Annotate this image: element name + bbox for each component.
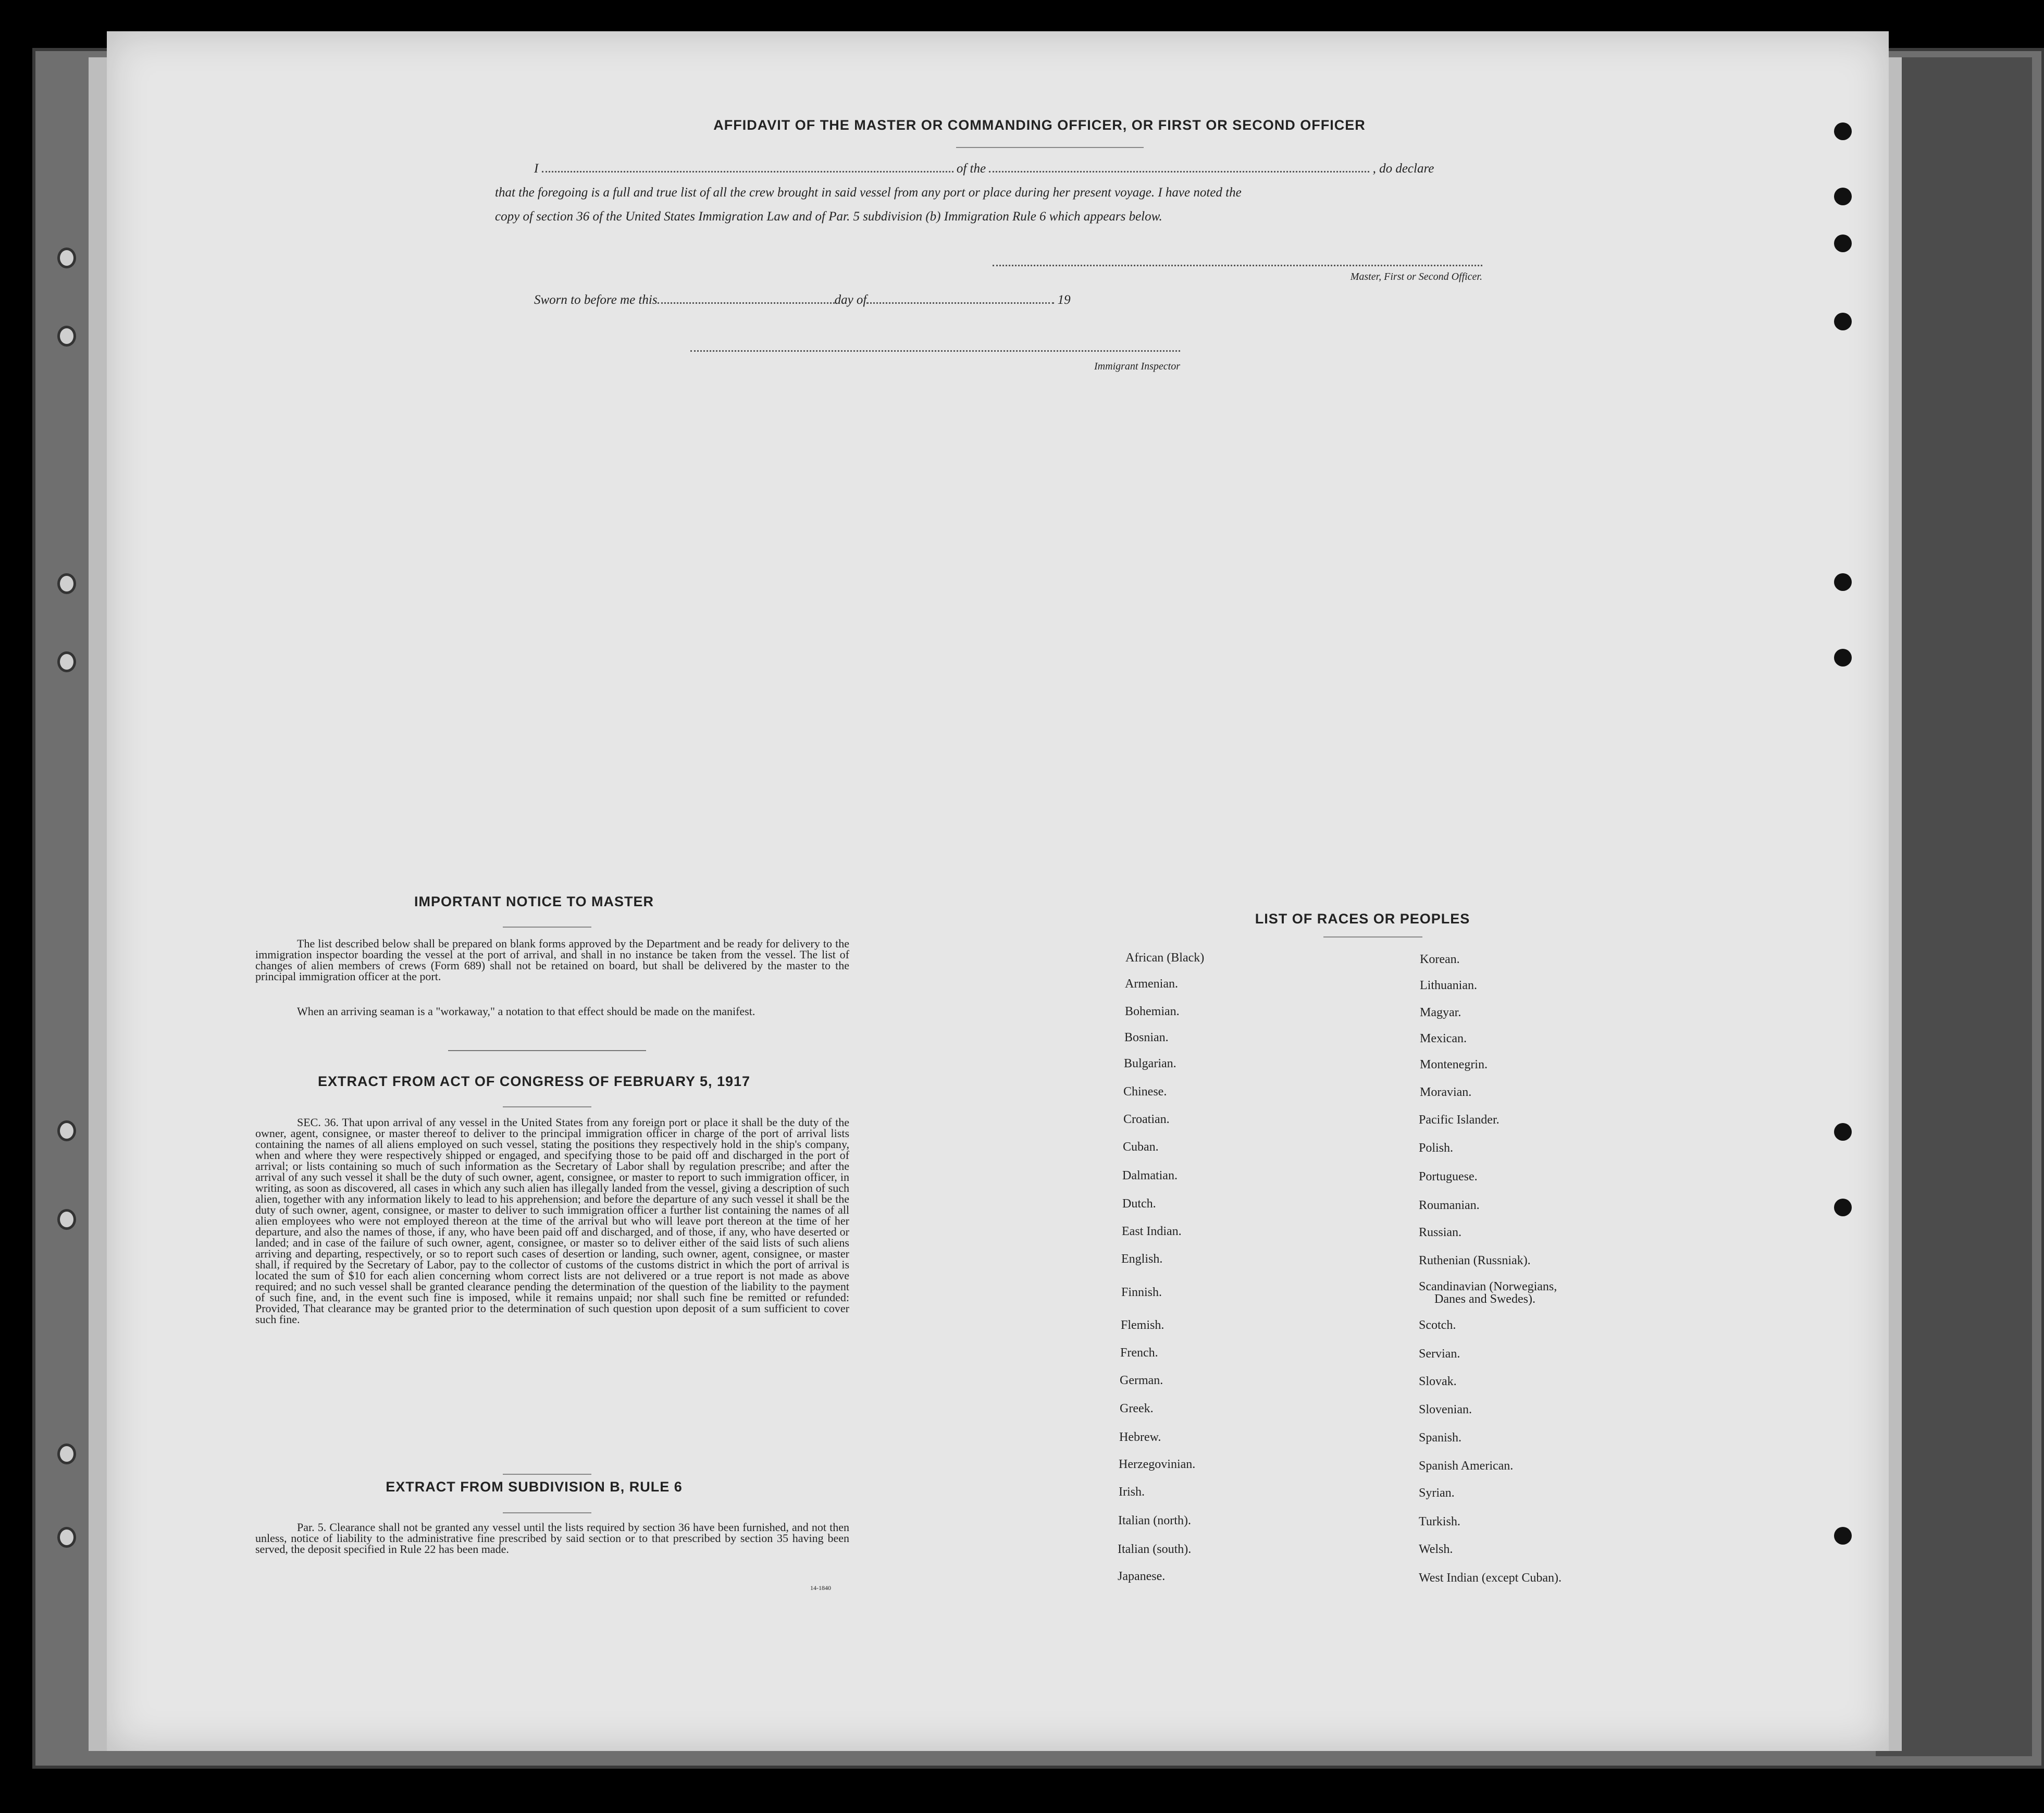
affidavit-line-1-part-b: of the xyxy=(956,162,986,176)
punch-hole xyxy=(57,573,76,594)
race-item: Italian (north). xyxy=(1118,1514,1191,1527)
month-blank xyxy=(866,302,1054,304)
race-item: Herzegovinian. xyxy=(1119,1458,1196,1471)
sworn-line xyxy=(534,293,1263,307)
race-item: English. xyxy=(1121,1252,1163,1266)
race-item: Cuban. xyxy=(1123,1140,1159,1154)
race-item: Syrian. xyxy=(1419,1486,1455,1500)
punch-hole xyxy=(57,326,76,347)
race-item: Polish. xyxy=(1419,1141,1454,1155)
punch-hole xyxy=(57,1527,76,1548)
race-item: Danes and Swedes). xyxy=(1434,1292,1535,1306)
affidavit-line-1 xyxy=(534,162,1592,176)
punch-hole xyxy=(1834,1123,1852,1141)
race-item: Portuguese. xyxy=(1419,1170,1478,1183)
race-item: Spanish. xyxy=(1419,1431,1462,1445)
race-item: Mexican. xyxy=(1420,1032,1467,1045)
race-item: African (Black) xyxy=(1125,951,1205,965)
punch-hole xyxy=(1834,649,1852,667)
race-item: Dutch. xyxy=(1122,1197,1156,1211)
signature-line xyxy=(993,265,1482,266)
race-item: Finnish. xyxy=(1121,1286,1162,1299)
race-item: Spanish American. xyxy=(1419,1459,1514,1473)
divider xyxy=(503,1474,591,1475)
extract-act-title: EXTRACT FROM ACT OF CONGRESS OF FEBRUARY 5, 1917 xyxy=(317,1074,751,1089)
divider xyxy=(956,147,1144,148)
race-item: Russian. xyxy=(1419,1226,1462,1239)
name-blank xyxy=(542,171,953,172)
signature-label: Master, First or Second Officer. xyxy=(1350,271,1482,282)
day-blank xyxy=(658,302,835,304)
race-item: Bulgarian. xyxy=(1124,1057,1176,1070)
race-item: East Indian. xyxy=(1122,1225,1182,1238)
race-item: Hebrew. xyxy=(1119,1430,1161,1444)
race-item: Korean. xyxy=(1420,953,1460,966)
punch-hole xyxy=(1834,122,1852,140)
race-item: Chinese. xyxy=(1123,1085,1167,1099)
extract-act-text: SEC. 36. That upon arrival of any vessel in the United States from any foreign port or place it shall be the duty of the owner, agent, consignee, or master thereof to deliver to the principal immigration officer in charge of the port of arrival lists containing the names of all aliens employed on such vessel, stating the positions they respectively hold in the ship's company, when and where they were respectively shipped or engaged, and specifying those to be paid off and discharged in the port of arrival; or lists containing so much of such information as the Secretary of Labor shall by regulation prescribe; and after the arrival of any such vessel it shall be the duty of such owner, agent, consignee, or master to report to such immigration officer, in writing, as soon as discovered, all cases in which any such alien has illegally landed from the vessel, giving a description of such alien, together with any information likely to lead to his apprehension; and before the departure of any such vessel it shall be the duty of such owner, agent, consignee, or master to deliver to such immigration officer a further list containing the names of all alien employees who were not employed thereon at the time of the arrival but who will leave port thereon at the time of her departure, and also the names of those, if any, who have been paid off and discharged, and of those, if any, who have deserted or landed; and in case of the failure of such owner, agent, consignee, or master so to deliver either of the said lists of such aliens arriving and departing, respectively, or so to report such cases of desertion or landing, such owner, agent, consignee, or master shall, if required by the Secretary of Labor, pay to the collector of customs of the customs district in which the port of arrival is located the sum of $10 for each alien concerning whom correct lists are not delivered or a true report is not made as above required; and no such vessel shall be granted clearance pending the determination of the question of the liability to the payment of such fine, and, in the event such fine is imposed, while it remains unpaid; nor shall such fine be remitted or refunded: Provided, That clearance may be granted prior to the determination of such question upon deposit of a sum sufficient to cover such fine. xyxy=(255,1116,849,1326)
punch-hole xyxy=(1834,235,1852,252)
race-item: Greek. xyxy=(1120,1402,1154,1415)
race-item: Roumanian. xyxy=(1419,1199,1480,1212)
race-item: Pacific Islander. xyxy=(1419,1113,1500,1127)
affidavit-line-1-part-c: , do declare xyxy=(1372,162,1434,176)
punch-hole xyxy=(57,1444,76,1464)
race-item: Armenian. xyxy=(1125,977,1178,991)
race-item: Italian (south). xyxy=(1118,1543,1192,1556)
affidavit-line-2: that the foregoing is a full and true list of all the crew brought in said vessel from any port or place during her present voyage. I have noted the xyxy=(495,186,1242,200)
race-item: Flemish. xyxy=(1121,1318,1165,1332)
race-item: Servian. xyxy=(1419,1347,1460,1361)
race-item: Slovak. xyxy=(1419,1375,1457,1388)
race-item: Croatian. xyxy=(1123,1113,1170,1126)
punch-hole xyxy=(1834,573,1852,591)
inspector-signature-line xyxy=(690,350,1180,352)
divider xyxy=(503,1512,591,1513)
race-item: French. xyxy=(1120,1346,1158,1360)
sworn-part-a: Sworn to before me this xyxy=(534,293,658,307)
race-item: Scandinavian (Norwegians, xyxy=(1419,1280,1557,1293)
affidavit-line-1-part-a: I xyxy=(534,162,539,176)
punch-hole xyxy=(1834,1199,1852,1216)
divider xyxy=(1323,936,1422,938)
race-item: Dalmatian. xyxy=(1122,1169,1178,1182)
race-item: West Indian (except Cuban). xyxy=(1419,1571,1562,1585)
affidavit-title: AFFIDAVIT OF THE MASTER OR COMMANDING OFFICER, OR FIRST OR SECOND OFFICER xyxy=(713,117,1366,133)
affidavit-line-3: copy of section 36 of the United States Immigration Law and of Par. 5 subdivision (b) Immigration Rule 6 which appears below. xyxy=(495,209,1162,224)
race-item: Slovenian. xyxy=(1419,1403,1472,1416)
race-item: Irish. xyxy=(1119,1485,1145,1499)
sworn-part-c: 19 xyxy=(1057,293,1071,307)
divider xyxy=(503,1106,591,1107)
race-item: Welsh. xyxy=(1419,1543,1453,1556)
race-item: Bosnian. xyxy=(1124,1031,1169,1044)
race-item: German. xyxy=(1120,1374,1163,1387)
notice-title: IMPORTANT NOTICE TO MASTER xyxy=(414,894,654,909)
notice-paragraph-2: When an arriving seaman is a "workaway," a notation to that effect should be made on the manifest. xyxy=(297,1005,755,1018)
form-number: 14-1840 xyxy=(810,1584,831,1592)
punch-hole xyxy=(57,1120,76,1141)
race-item: Turkish. xyxy=(1419,1515,1460,1528)
punch-hole xyxy=(1834,313,1852,330)
race-item: Ruthenian (Russniak). xyxy=(1419,1254,1531,1267)
extract-rule-title: EXTRACT FROM SUBDIVISION B, RULE 6 xyxy=(386,1479,683,1495)
race-item: Moravian. xyxy=(1420,1086,1472,1099)
divider xyxy=(503,927,591,928)
race-item: Lithuanian. xyxy=(1420,979,1477,992)
inspector-label: Immigrant Inspector xyxy=(1094,361,1180,372)
document-page xyxy=(107,31,1889,1751)
punch-hole xyxy=(57,1209,76,1230)
extract-rule-text: Par. 5. Clearance shall not be granted any vessel until the lists required by section 36 have been furnished, and not then unless, notice of liability to the administrative fine prescribed by said section or to that prescribed by section 35 having been served, the deposit specified in Rule 22 has been made. xyxy=(255,1521,849,1556)
sworn-part-b: day of xyxy=(834,293,867,307)
race-item: Montenegrin. xyxy=(1420,1058,1488,1071)
race-item: Bohemian. xyxy=(1125,1005,1180,1018)
race-item: Scotch. xyxy=(1419,1318,1456,1332)
punch-hole xyxy=(57,248,76,268)
divider xyxy=(448,1050,646,1051)
race-item: Magyar. xyxy=(1420,1006,1461,1019)
race-item: Japanese. xyxy=(1118,1570,1166,1583)
punch-hole xyxy=(57,651,76,672)
punch-hole xyxy=(1834,188,1852,205)
punch-hole xyxy=(1834,1527,1852,1545)
vessel-blank xyxy=(989,171,1369,172)
races-title: LIST OF RACES OR PEOPLES xyxy=(1255,911,1470,927)
notice-paragraph-1: The list described below shall be prepared on blank forms approved by the Department and be ready for delivery to the immigration inspector boarding the vessel at the port of arrival, and shall in no instance be taken from the vessel. The list of changes of alien members of crews (Form 689) shall not be retained on board, but shall be delivered by the master to the principal immigration officer at the port. xyxy=(255,937,849,983)
